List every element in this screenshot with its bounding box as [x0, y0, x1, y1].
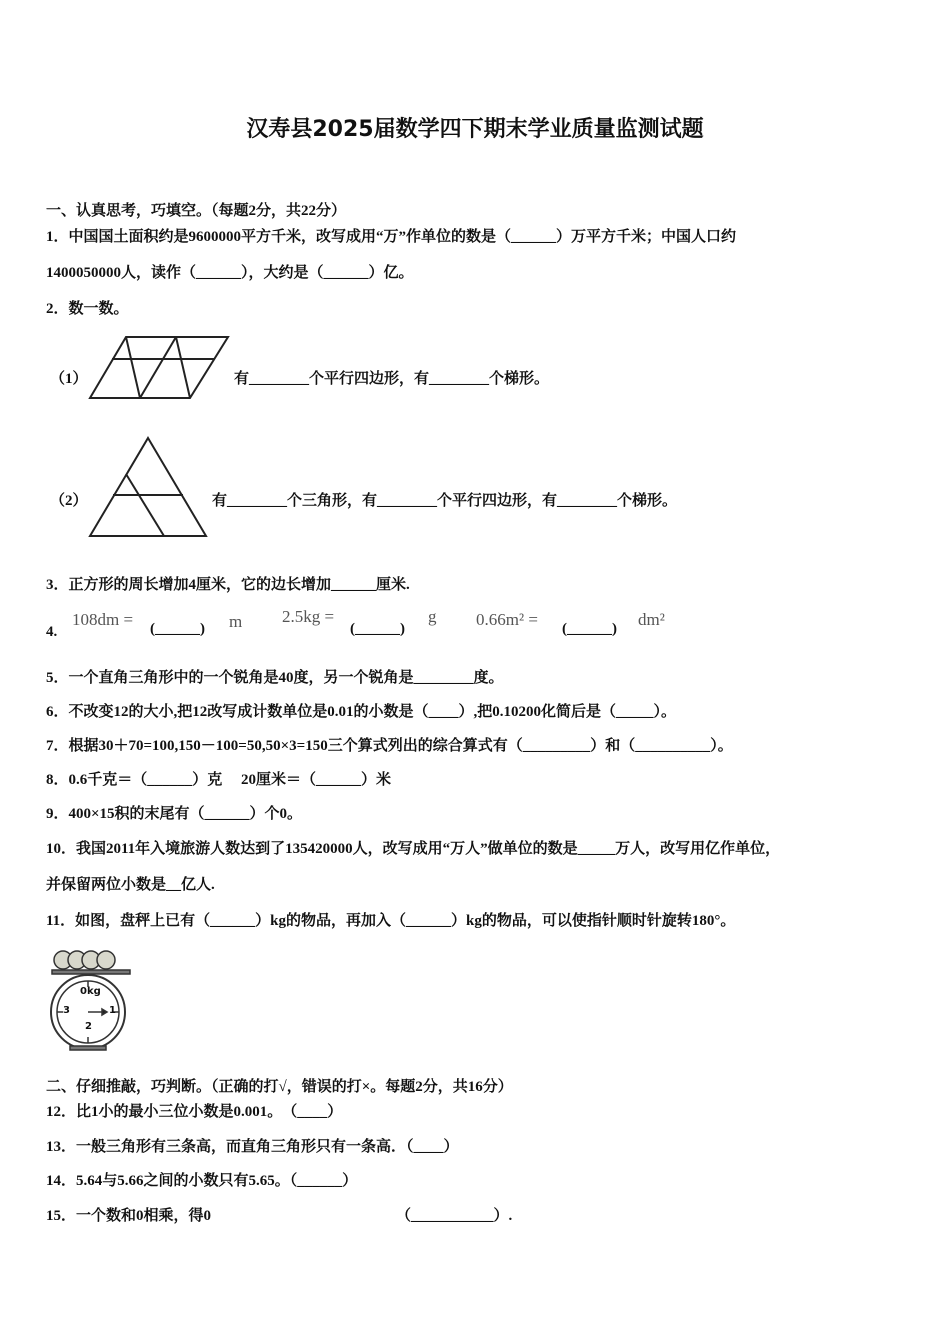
question-13: 13．一般三角形有三条高，而直角三角形只有一条高．（____）: [46, 1139, 459, 1155]
scale-label-3: 3: [63, 1005, 70, 1016]
question-9: 9．400×15积的末尾有（______）个0。: [46, 806, 303, 822]
section-heading: 一、认真思考，巧填空。（每题2分，共22分）: [46, 203, 347, 219]
q4-expr: 108dm =: [72, 610, 134, 629]
question-12: 12．比1小的最小三位小数是0.001。 （____）: [46, 1104, 343, 1120]
question-2: 2．数一数。: [46, 301, 129, 317]
question-15: 15．一个数和0相乘，得0: [46, 1208, 212, 1224]
question-1: 1．中国国土面积约是9600000平方千米，改写成用“万”作单位的数是（______）万平方千米；中国人口约: [46, 229, 737, 245]
question-11: 11．如图，盘秤上已有（______）kg的物品，再加入（______）kg的物品，可以使指针顺时针旋转180°。: [46, 913, 736, 929]
q4-blank: (______): [350, 621, 405, 637]
question-5: 5．一个直角三角形中的一个锐角是40度，另一个锐角是________度。: [46, 670, 504, 686]
question-8: 8．0.6千克＝（______）克 20厘米＝（______）米: [46, 772, 392, 788]
scale-icon: [46, 942, 136, 1052]
triangle-figure: [88, 436, 210, 540]
question-7: 7．根据30＋70=100,150－100=50,50×3=150三个算式列出的综合算式有（_________）和（__________）。: [46, 738, 733, 754]
question-10: 10．我国2011年入境旅游人数达到了135420000人，改写成用“万人”做单位的数是_____万人，改写用亿作单位，: [46, 841, 781, 857]
q4-blank: (______): [562, 621, 617, 637]
question-14: 14．5.64与5.66之间的小数只有5.65。（______）: [46, 1173, 358, 1189]
question-1-cont: 1400050000人，读作（______），大约是（______）亿。: [46, 265, 414, 281]
q4-unit: g: [428, 607, 437, 626]
q4-number: 4.: [46, 624, 58, 640]
question-6: 6．不改变12的大小,把12改写成计数单位是0.01的小数是（____）,把0.10200化简后是（_____）。: [46, 704, 677, 720]
section-heading: 二、仔细推敲，巧判断。（正确的打√，错误的打×。每题2分，共16分）: [46, 1079, 513, 1095]
q4-unit: dm²: [638, 610, 665, 629]
q2-2-text: 有________个三角形，有________个平行四边形，有________个梯形。: [212, 493, 678, 509]
scale-figure: [46, 942, 136, 1052]
q2-1-label: （1）: [50, 371, 88, 387]
parallelogram-figure: [88, 334, 230, 402]
q2-2-label: （2）: [50, 493, 88, 509]
page-title: 汉寿县2025届数学四下期末学业质量监测试题: [246, 117, 704, 142]
q4-expr: 2.5kg =: [282, 607, 335, 626]
scale-label-1: 1: [109, 1005, 116, 1016]
q4-expr: 0.66m² =: [476, 610, 538, 629]
scale-label-0kg: 0kg: [80, 986, 101, 997]
q4-blank: (______): [150, 621, 205, 637]
q4-unit: m: [229, 612, 243, 631]
q2-1-text: 有________个平行四边形，有________个梯形。: [234, 371, 550, 387]
scale-label-2: 2: [85, 1021, 92, 1032]
question-15-blank: （___________）.: [396, 1208, 513, 1224]
question-3: 3．正方形的周长增加4厘米，它的边长增加______厘米.: [46, 577, 410, 593]
question-10-cont: 并保留两位小数是__亿人.: [46, 877, 215, 893]
